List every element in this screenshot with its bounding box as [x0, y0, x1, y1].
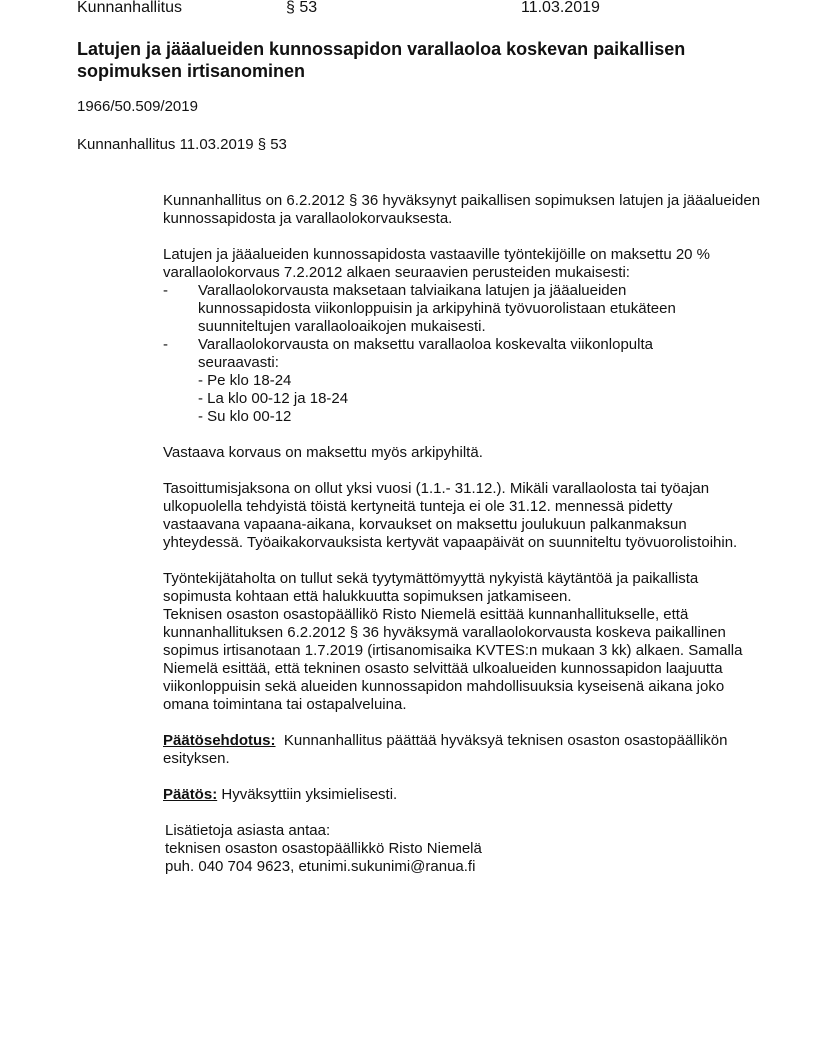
paragraph-4: Tasoittumisjaksona on ollut yksi vuosi (1.1.- 31.12.). Mikäli varallaolosta tai työajan ulkopuolella tehdyistä töistä kertyneitä tunteja ei ole 31.12. mennessä pidetty vastaavana vapaana-aikana, korvaukset on maksettu joulukuun palkanmaksun yhteydessä. Työaikakorvauksista kertyvät vapaapäivät on suunniteltu työvuorolistoihin.	[163, 480, 738, 551]
document-title: Latujen ja jääalueiden kunnossapidon varallaoloa koskevan paikallisen sopimuksen irtisanominen	[77, 39, 686, 81]
bullet-text: Varallaolokorvausta on maksettu varallaoloa koskevalta viikonlopulta seuraavasti:	[198, 336, 653, 371]
decision-proposal	[163, 732, 763, 768]
decision-label: Päätös:	[163, 786, 218, 803]
bullet-item	[163, 336, 763, 372]
paragraph-1: Kunnanhallitus on 6.2.2012 § 36 hyväksynyt paikallisen sopimuksen latujen ja jääalueiden kunnossapidosta ja varallaolokorvauksesta.	[163, 192, 761, 227]
schedule-item: - Pe klo 18-24	[198, 372, 292, 389]
header-body: Kunnanhallitus	[77, 0, 182, 16]
paragraph-5: Työntekijätaholta on tullut sekä tyytymättömyyttä nykyistä käytäntöä ja paikallista sopimusta kohtaan että halukkuutta sopimuksen jatkamiseen.	[163, 570, 699, 605]
header-date: 11.03.2019	[521, 0, 600, 16]
contact-line: Lisätietoja asiasta antaa:	[165, 822, 331, 839]
schedule-item: - Su klo 00-12	[198, 408, 292, 425]
proposal-text: Kunnanhallitus päättää hyväksyä teknisen osaston osastopäällikön esityksen.	[163, 732, 728, 767]
bullet-text: Varallaolokorvausta maksetaan talviaikana latujen ja jääalueiden kunnossapidosta viikonloppuisin ja arkipyhinä työvuorolistaan etukäteen suunniteltujen varallaoloaikojen mukaisesti.	[198, 282, 676, 335]
paragraph-6: Teknisen osaston osastopäällikö Risto Niemelä esittää kunnanhallitukselle, että kunnanhallituksen 6.2.2012 § 36 hyväksymä varallaolokorvausta koskeva paikallinen sopimus irtisanotaan 1.7.2019 (irtisanomisaika KVTES:n mukaan 3 kk) alkaen. Samalla Niemelä esittää, että tekninen osasto selvittää ulkoalueiden kunnossapidon laajuutta viikonloppuisin sekä alueiden kunnossapidon mahdollisuuksia kyseisenä aikana joko omana toimintana tai ostapalveluina.	[163, 606, 743, 713]
bullet-dash: -	[163, 336, 168, 353]
decision-text: Hyväksyttiin yksimielisesti.	[221, 786, 398, 803]
contact-line: teknisen osaston osastopäällikkö Risto Niemelä	[165, 840, 482, 857]
schedule-item: - La klo 00-12 ja 18-24	[198, 390, 349, 407]
contact-info	[163, 822, 763, 876]
paragraph-3: Vastaava korvaus on maksettu myös arkipyhiltä.	[163, 444, 483, 461]
bullet-item	[163, 282, 763, 336]
case-number: 1966/50.509/2019	[77, 98, 198, 115]
document-body	[163, 192, 763, 876]
contact-line: puh. 040 704 9623, etunimi.sukunimi@ranua.fi	[165, 858, 476, 875]
proposal-label: Päätösehdotus:	[163, 732, 276, 749]
bullet-dash: -	[163, 282, 168, 299]
header-section: § 53	[286, 0, 318, 16]
meeting-reference: Kunnanhallitus 11.03.2019 § 53	[77, 136, 287, 153]
paragraph-2: Latujen ja jääalueiden kunnossapidosta vastaaville työntekijöille on maksettu 20 % varallaolokorvaus 7.2.2012 alkaen seuraavien perusteiden mukaisesti:	[163, 246, 711, 281]
decision	[163, 786, 763, 804]
